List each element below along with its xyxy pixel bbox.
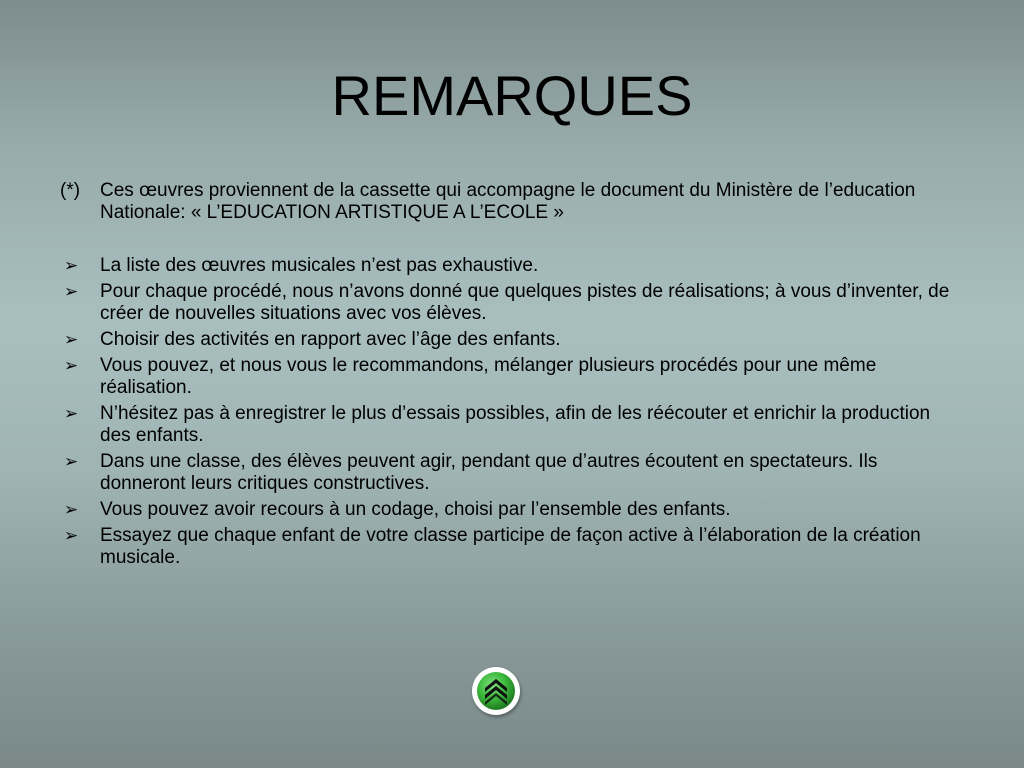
list-item bbox=[60, 255, 960, 277]
arrow-bullet-icon: ➢ bbox=[64, 500, 79, 519]
double-chevron-up-icon bbox=[472, 667, 520, 715]
remarks-list bbox=[60, 255, 960, 569]
list-item bbox=[60, 451, 960, 495]
slide-content bbox=[60, 180, 960, 573]
arrow-bullet-icon: ➢ bbox=[64, 452, 79, 471]
list-item bbox=[60, 355, 960, 399]
list-item-text: Vous pouvez, et nous vous le recommandons, mélanger plusieurs procédés pour une même réalisation. bbox=[100, 355, 877, 398]
list-item bbox=[60, 329, 960, 351]
arrow-bullet-icon: ➢ bbox=[64, 404, 79, 423]
arrow-bullet-icon: ➢ bbox=[64, 330, 79, 349]
list-item bbox=[60, 281, 960, 325]
list-item-text: Pour chaque procédé, nous n’avons donné que quelques pistes de réalisations; à vous d’inventer, de créer de nouvelles situations avec vos élèves. bbox=[100, 281, 950, 324]
note-text: Ces œuvres proviennent de la cassette qui accompagne le document du Ministère de l’education Nationale: « L’EDUCATION ARTISTIQUE A L’ECOLE » bbox=[100, 180, 916, 223]
list-item bbox=[60, 403, 960, 447]
list-item-text: Choisir des activités en rapport avec l’âge des enfants. bbox=[100, 329, 561, 350]
list-item-text: N’hésitez pas à enregistrer le plus d’essais possibles, afin de les réécouter et enrichir la production des enfants. bbox=[100, 403, 931, 446]
list-item-text: Essayez que chaque enfant de votre classe participe de façon active à l’élaboration de la création musicale. bbox=[100, 525, 921, 568]
arrow-bullet-icon: ➢ bbox=[64, 282, 79, 301]
arrow-bullet-icon: ➢ bbox=[64, 256, 79, 275]
list-item-text: Vous pouvez avoir recours à un codage, choisi par l’ensemble des enfants. bbox=[100, 499, 731, 520]
arrow-bullet-icon: ➢ bbox=[64, 526, 79, 545]
slide-title: REMARQUES bbox=[331, 64, 693, 127]
list-item-text: La liste des œuvres musicales n’est pas exhaustive. bbox=[100, 255, 539, 276]
note-prefix: (*) bbox=[60, 180, 81, 201]
source-note bbox=[60, 180, 960, 224]
list-item bbox=[60, 525, 960, 569]
list-item-text: Dans une classe, des élèves peuvent agir, pendant que d’autres écoutent en spectateurs. Ils donneront leurs critiques constructives. bbox=[100, 451, 878, 494]
list-item bbox=[60, 499, 960, 521]
arrow-bullet-icon: ➢ bbox=[64, 356, 79, 375]
back-to-top-button[interactable] bbox=[472, 667, 520, 715]
